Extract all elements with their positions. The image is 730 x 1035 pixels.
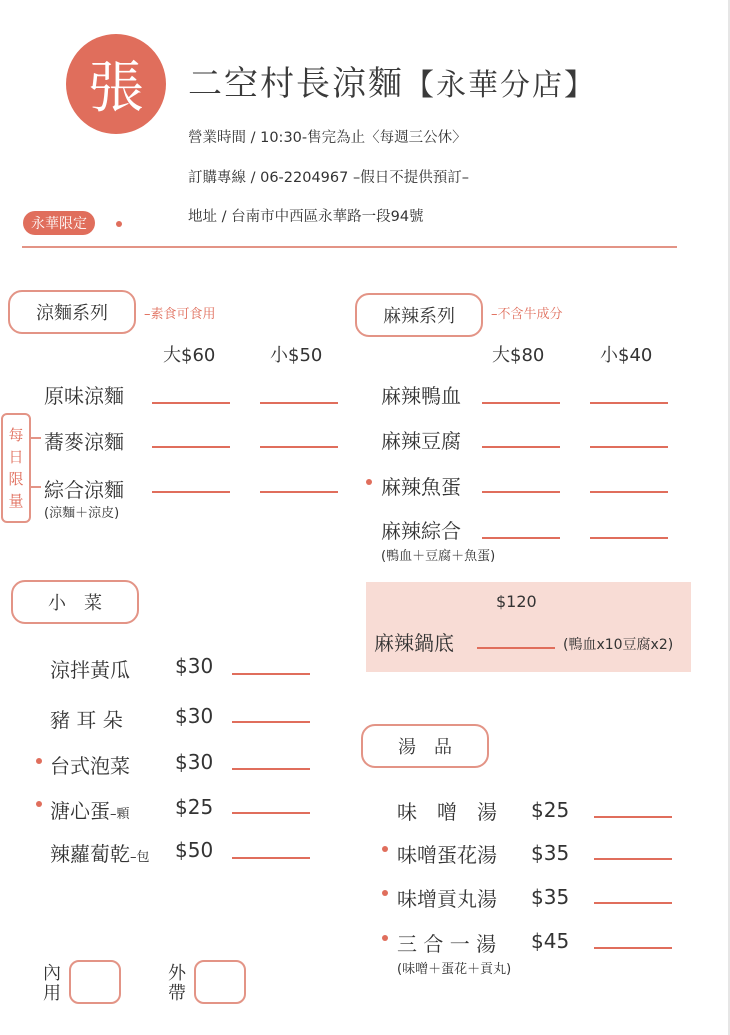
header-divider <box>22 246 677 248</box>
order-line[interactable] <box>594 816 672 818</box>
order-line-large[interactable] <box>482 446 560 448</box>
order-line-small[interactable] <box>260 402 338 404</box>
order-line-small[interactable] <box>590 491 668 493</box>
spicy-section-title <box>355 293 483 337</box>
menu-item-name: 台式泡菜 <box>50 754 130 778</box>
menu-item-price: $30 <box>175 654 214 678</box>
address: 地址 / 台南市中西區永華路一段94號 <box>188 209 424 225</box>
order-line-large[interactable] <box>482 537 560 539</box>
menu-item-price: $25 <box>531 798 570 822</box>
order-line[interactable] <box>594 947 672 949</box>
takeout-char: 帶 <box>168 983 186 1004</box>
menu-item-sub: (涼麵＋涼皮) <box>44 506 120 521</box>
menu-item-price: $30 <box>175 750 214 774</box>
noodles-section-title <box>8 290 136 334</box>
order-line-small[interactable] <box>260 491 338 493</box>
order-line-large[interactable] <box>152 402 230 404</box>
order-line-large[interactable] <box>482 491 560 493</box>
order-line[interactable] <box>232 857 310 859</box>
order-line-small[interactable] <box>590 446 668 448</box>
order-line[interactable] <box>594 858 672 860</box>
order-line-large[interactable] <box>152 446 230 448</box>
daily-limit-char: 限 <box>8 470 24 488</box>
menu-item-name: 麻辣魚蛋 <box>381 475 461 499</box>
menu-item-name: 味噌蛋花湯 <box>397 843 497 867</box>
noodles-price-small: 小$50 <box>270 345 323 366</box>
bullet-dot <box>382 935 388 941</box>
order-line-large[interactable] <box>482 402 560 404</box>
order-line[interactable] <box>594 902 672 904</box>
order-line[interactable] <box>232 768 310 770</box>
takeout-checkbox[interactable] <box>194 960 246 1004</box>
menu-item-name: 三 合 一 湯 <box>397 932 497 956</box>
spicy-note: –不含牛成分 <box>491 307 563 322</box>
daily-limit-tick <box>29 437 41 439</box>
order-line-small[interactable] <box>590 402 668 404</box>
shop-name: 二空村長涼麵 <box>188 64 404 104</box>
noodles-title-text: 涼麵系列 <box>36 303 108 324</box>
menu-item-price: $35 <box>531 841 570 865</box>
menu-item-name: 麻辣豆腐 <box>381 429 461 453</box>
soups-section-title <box>361 724 489 768</box>
menu-item-sub: (鴨血＋豆腐＋魚蛋) <box>381 549 496 564</box>
order-line: 訂購專線 / 06-2204967 –假日不提供預訂– <box>188 170 469 186</box>
menu-item-name: 蕎麥涼麵 <box>44 430 124 454</box>
menu-item-name: 麻辣鴨血 <box>381 384 461 408</box>
logo-char: 張 <box>88 56 144 121</box>
business-hours: 營業時間 / 10:30-售完為止〈每週三公休〉 <box>188 130 467 146</box>
menu-item-name-with-unit <box>50 838 150 867</box>
hotpot-name: 麻辣鍋底 <box>374 631 454 655</box>
branch-name: 【永華分店】 <box>404 68 596 103</box>
soups-title-text: 湯 品 <box>398 737 452 758</box>
spicy-title-text: 麻辣系列 <box>383 306 455 327</box>
order-line[interactable] <box>232 721 310 723</box>
bullet-dot <box>36 801 42 807</box>
spicy-price-large: 大$80 <box>492 345 545 366</box>
menu-item-price: $50 <box>175 838 214 862</box>
menu-item-name: 原味涼麵 <box>44 384 124 408</box>
menu-item-name-with-unit <box>50 795 130 824</box>
menu-item-name: 辣蘿蔔乾 <box>50 842 130 866</box>
menu-item-name: 涼拌黃瓜 <box>50 658 130 682</box>
menu-item-name: 味增貢丸湯 <box>397 887 497 911</box>
limited-badge: 永華限定 <box>23 211 95 235</box>
menu-item-name: 味 噌 湯 <box>397 800 497 824</box>
order-line-small[interactable] <box>260 446 338 448</box>
noodles-price-large: 大$60 <box>163 345 216 366</box>
daily-limit-char: 量 <box>8 492 24 510</box>
spicy-price-small: 小$40 <box>600 345 653 366</box>
menu-item-unit: –顆 <box>110 807 130 822</box>
noodles-note: –素食可食用 <box>144 307 216 322</box>
menu-item-name: 綜合涼麵 <box>44 478 124 502</box>
bullet-dot <box>366 479 372 485</box>
menu-item-unit: –包 <box>130 850 150 865</box>
dine-in-char: 用 <box>43 983 61 1004</box>
takeout-char: 外 <box>168 963 186 984</box>
order-line-large[interactable] <box>152 491 230 493</box>
bullet-dot <box>382 890 388 896</box>
hotpot-sub: (鴨血x10豆腐x2) <box>563 637 674 653</box>
daily-limit-tick <box>29 486 41 488</box>
menu-item-price: $30 <box>175 704 214 728</box>
daily-limit-char: 日 <box>8 448 24 466</box>
order-line[interactable] <box>232 812 310 814</box>
bullet-dot <box>382 846 388 852</box>
logo-badge <box>66 34 166 134</box>
daily-limit-char: 每 <box>8 426 24 444</box>
takeout-label <box>166 964 188 1004</box>
dine-in-checkbox[interactable] <box>69 960 121 1004</box>
daily-limit-tag <box>1 413 31 523</box>
menu-item-sub: (味噌＋蛋花＋貢丸) <box>397 962 512 977</box>
menu-item-price: $25 <box>175 795 214 819</box>
menu-item-name: 豬 耳 朵 <box>50 708 123 732</box>
dine-in-char: 內 <box>43 963 61 984</box>
order-line-small[interactable] <box>590 537 668 539</box>
menu-item-name: 麻辣綜合 <box>381 519 461 543</box>
menu-item-name: 溏心蛋 <box>50 799 110 823</box>
shop-title <box>188 56 596 105</box>
hotpot-price: $120 <box>496 592 537 611</box>
menu-item-price: $35 <box>531 885 570 909</box>
menu-item-price: $45 <box>531 929 570 953</box>
sides-title-text: 小 菜 <box>48 593 102 614</box>
order-line[interactable] <box>477 647 555 649</box>
dine-in-label <box>41 964 63 1004</box>
bullet-dot <box>36 758 42 764</box>
order-line[interactable] <box>232 673 310 675</box>
sides-section-title <box>11 580 139 624</box>
bullet-dot <box>116 221 122 227</box>
